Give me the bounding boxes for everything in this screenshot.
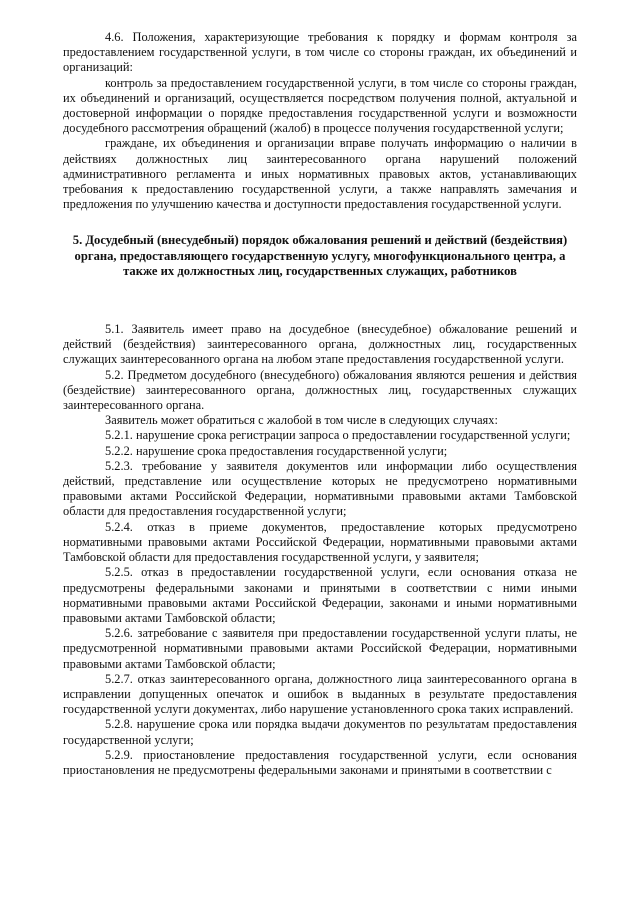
paragraph-5-2-3: 5.2.3. требование у заявителя документов или информации либо осуществления действий, представление или осуществление которых не предусмотрено нормативными правовыми актами Российской Федерации, нормативными правовыми актами Тамбовской области для предоставления государственной услуги; — [63, 458, 577, 519]
paragraph-5-2-6: 5.2.6. затребование с заявителя при предоставлении государственной услуги платы, не предусмотренной нормативными правовыми актами Российской Федерации, нормативными правовыми актами Тамбовской области; — [63, 626, 577, 671]
paragraph-5-1: 5.1. Заявитель имеет право на досудебное (внесудебное) обжалование решений и действий (бездействия) заинтересованного органа, должностных лиц, государственных служащих заинтересованного органа на любом этапе предоставления государственной услуги. — [63, 322, 577, 367]
paragraph-cases-intro: Заявитель может обратиться с жалобой в том числе в следующих случаях: — [105, 413, 498, 428]
section-5-heading: 5. Досудебный (внесудебный) порядок обжалования решений и действий (бездействия) органа, предоставляющего государственную услугу, многофункционального центра, а также их должностных лиц, государственных служащих, работников — [72, 233, 568, 278]
paragraph-5-2-5: 5.2.5. отказ в предоставлении государственной услуги, если основания отказа не предусмотрены федеральными законами и принятыми в соответствии с ними иными нормативными правовыми актами Российской Федерации, законами и иными нормативными правовыми актами Тамбовской области; — [63, 565, 577, 625]
heading-spacer — [63, 279, 577, 322]
paragraph-5-2: 5.2. Предметом досудебного (внесудебного) обжалования являются решения и действия (бездействие) заинтересованного органа, должностных лиц, государственных служащих заинтересованного органа. — [63, 367, 577, 413]
paragraph-5-2-1: 5.2.1. нарушение срока регистрации запроса о предоставлении государственной услуги; — [105, 428, 571, 443]
paragraph-4-6: 4.6. Положения, характеризующие требования к порядку и формам контроля за предоставлением государственной услуги, в том числе со стороны граждан, их объединений и организаций: — [63, 30, 577, 75]
paragraph-5-2-7: 5.2.7. отказ заинтересованного органа, должностного лица заинтересованного органа в исправлении допущенных опечаток и ошибок в выданных в результате предоставления государственной услуги документах, либо нарушение установленного срока таких исправлений. — [63, 671, 577, 717]
paragraph-5-2-4: 5.2.4. отказ в приеме документов, предоставление которых предусмотрено нормативными правовыми актами Российской Федерации, нормативными правовыми актами Тамбовской области для предоставления государственной услуги, у заявителя; — [63, 519, 577, 565]
paragraph-5-2-9: 5.2.9. приостановление предоставления государственной услуги, если основания приостановления не предусмотрены федеральными законами и принятыми в соответствии с — [63, 747, 577, 777]
document-page — [63, 30, 577, 778]
paragraph-5-2-8: 5.2.8. нарушение срока или порядка выдачи документов по результатам предоставления государственной услуги; — [63, 717, 577, 747]
paragraph-control: контроль за предоставлением государственной услуги, в том числе со стороны граждан, их объединений и организаций, осуществляется посредством получения полной, актуальной и достоверной информации о порядке предоставления государственной услуги и возможности досудебного рассмотрения обращений (жалоб) в процессе получения государственной услуги; — [63, 75, 577, 136]
paragraph-5-2-2: 5.2.2. нарушение срока предоставления государственной услуги; — [105, 443, 448, 458]
paragraph-citizens-rights: граждане, их объединения и организации вправе получать информацию о наличии в действиях должностных лиц заинтересованного органа нарушений положений административного регламента и иных нормативных правовых актов, устанавливающих требования к предоставлению государственной услуги, а также направлять замечания и предложения по улучшению качества и доступности предоставления государственной услуги. — [63, 136, 577, 212]
